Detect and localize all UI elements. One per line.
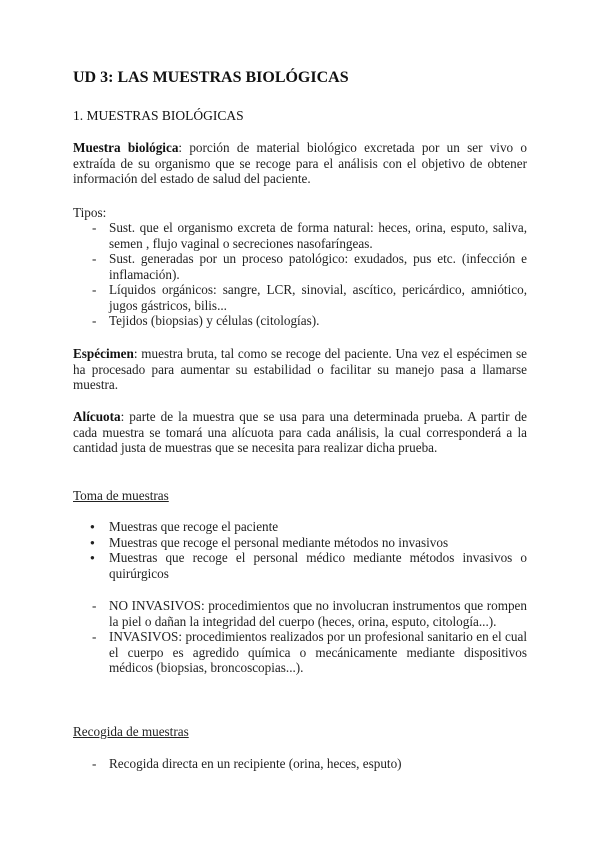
recogida-heading: Recogida de muestras	[73, 724, 189, 739]
alicuota-definition	[73, 409, 527, 456]
list-item: - Líquidos orgánicos: sangre, LCR, sinovial, ascítico, pericárdico, amniótico, jugos gástricos, bilis...	[73, 282, 527, 313]
invasivos-list	[73, 598, 527, 676]
list-item: - INVASIVOS: procedimientos realizados por un profesional sanitario en el cual el cuerpo es agredido química o mecánicamente mediante dispositivos médicos (biopsias, broncoscopias...).	[73, 629, 527, 676]
section-heading: 1. MUESTRAS BIOLÓGICAS	[73, 108, 244, 123]
recogida-list	[73, 756, 527, 772]
muestra-definition	[73, 140, 527, 187]
especimen-text: : muestra bruta, tal como se recoge del paciente. Una vez el espécimen se ha procesado para aumentar su estabilidad o facilitar su manejo pasa a llamarse muestra.	[73, 346, 527, 392]
list-item: - Recogida directa en un recipiente (orina, heces, esputo)	[73, 756, 527, 772]
list-item: - Sust. generadas por un proceso patológico: exudados, pus etc. (infección e inflamación).	[73, 251, 527, 282]
list-item: - Tejidos (biopsias) y células (citologías).	[73, 313, 527, 329]
muestra-text: : porción de material biológico excretada por un ser vivo o extraída de su organismo que se recoge para el análisis con el objetivo de obtener información del estado de salud del paciente.	[73, 140, 527, 186]
toma-bullets	[73, 519, 527, 581]
muestra-term: Muestra biológica	[73, 140, 179, 155]
especimen-term: Espécimen	[73, 346, 134, 361]
tipos-list	[73, 220, 527, 329]
toma-heading: Toma de muestras	[73, 488, 169, 503]
list-item: ● Muestras que recoge el personal mediante métodos no invasivos	[73, 535, 527, 551]
especimen-definition	[73, 346, 527, 393]
list-item: - NO INVASIVOS: procedimientos que no involucran instrumentos que rompen la piel o dañan la integridad del cuerpo (heces, orina, esputo, citología...).	[73, 598, 527, 629]
alicuota-text: : parte de la muestra que se usa para una determinada prueba. A partir de cada muestra se tomará una alícuota para cada análisis, la cual corresponderá a la cantidad justa de muestras que se necesita para realizar dicha prueba.	[73, 409, 527, 455]
list-item: - Sust. que el organismo excreta de forma natural: heces, orina, esputo, saliva, semen , flujo vaginal o secreciones nasofaríngeas.	[73, 220, 527, 251]
document-title: UD 3: LAS MUESTRAS BIOLÓGICAS	[73, 69, 349, 86]
list-item: ● Muestras que recoge el personal médico mediante métodos invasivos o quirúrgicos	[73, 550, 527, 581]
tipos-label: Tipos:	[73, 205, 107, 220]
list-item: ● Muestras que recoge el paciente	[73, 519, 527, 535]
alicuota-term: Alícuota	[73, 409, 121, 424]
